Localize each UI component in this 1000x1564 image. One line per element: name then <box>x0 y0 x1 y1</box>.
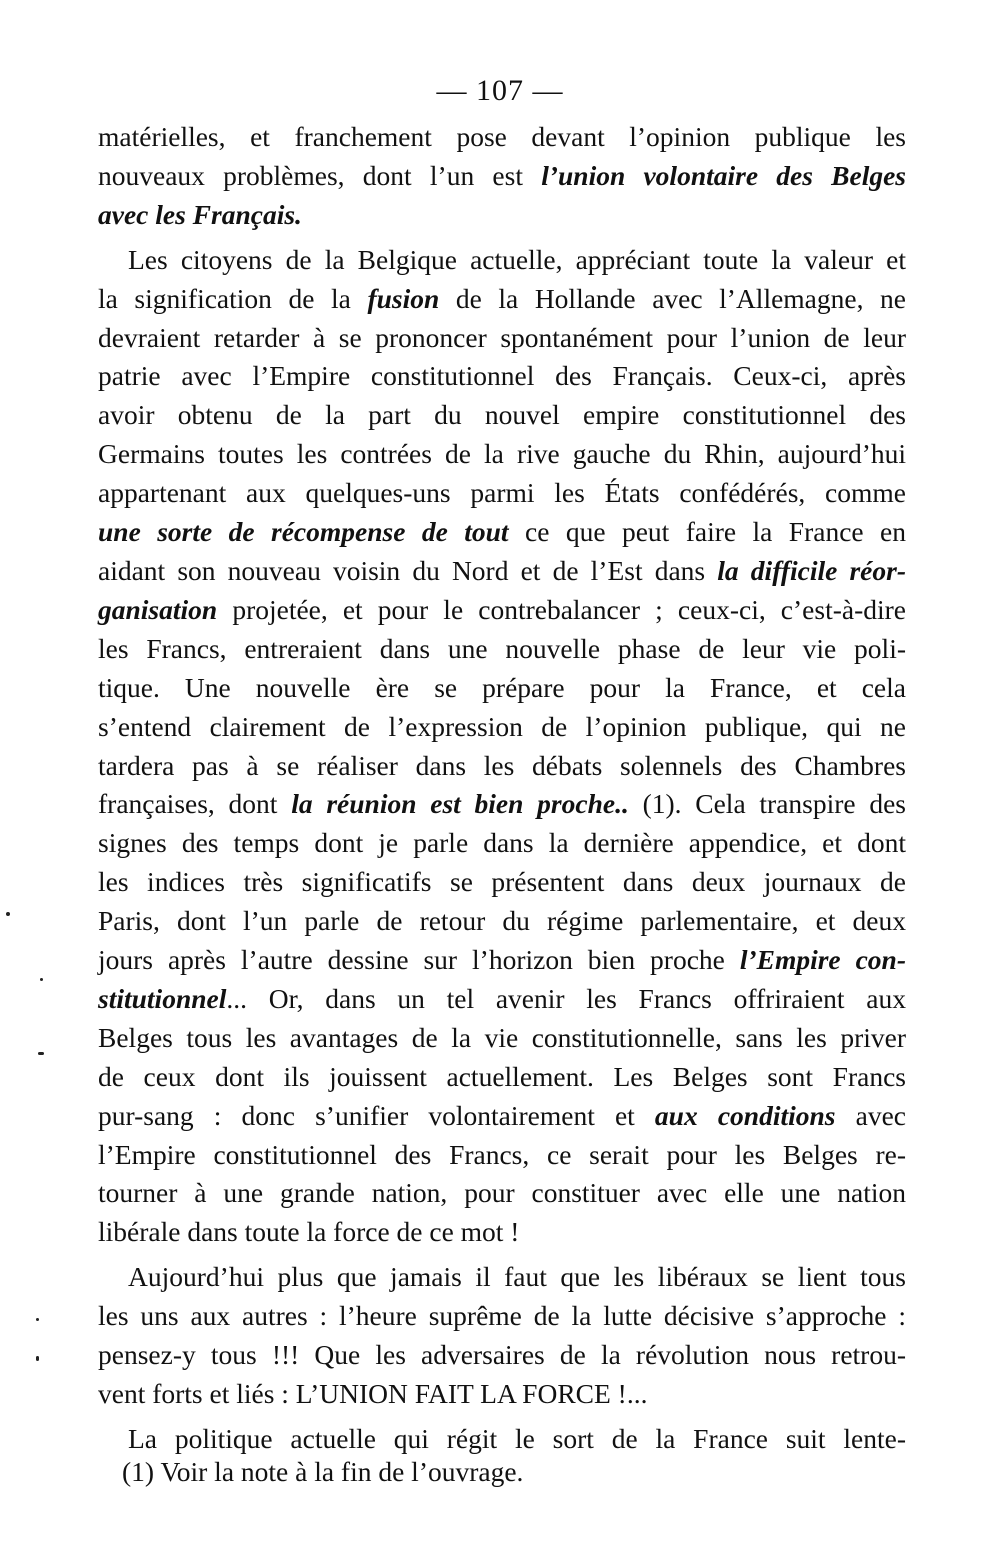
text-line: patrie avec l’Empire constitutionnel des Français. Ceux-ci, après <box>98 360 906 392</box>
paragraph <box>98 1420 906 1459</box>
italic-phrase: l’union volontaire des Belges <box>541 159 907 191</box>
text-line: tique. Une nouvelle ère se prépare pour la France, et cela <box>98 671 906 703</box>
ink-speck <box>6 912 10 916</box>
text-line: nouveaux problèmes, dont l’un est l’union volontaire des Belges <box>98 159 907 191</box>
text-line: de ceux dont ils jouissent actuellement. Les Belges sont Francs <box>98 1060 906 1092</box>
ink-speck <box>38 1052 44 1055</box>
text-line: matérielles, et franchement pose devant l’opinion publique les <box>98 121 906 152</box>
text-line: les Francs, entreraient dans une nouvelle phase de leur vie poli- <box>98 632 906 664</box>
text-line: Germains toutes les contrées de la rive gauche du Rhin, aujourd’hui <box>98 438 906 470</box>
italic-phrase: la difficile réor- <box>717 554 906 586</box>
italic-phrase: ganisation <box>98 593 218 625</box>
paragraph <box>98 241 906 1253</box>
text-line: libérale dans toute la force de ce mot ! <box>98 1216 520 1248</box>
text-line: signes des temps dont je parle dans la dernière appendice, et dont <box>98 827 906 859</box>
ink-speck <box>36 1356 39 1361</box>
italic-phrase: avec les Français. <box>98 198 302 230</box>
text-line: l’Empire constitutionnel des Francs, ce serait pour les Belges re- <box>98 1138 906 1170</box>
text-line: vent forts et liés : L’UNION FAIT LA FORCE !... <box>98 1378 648 1409</box>
text-line: devraient retarder à se prononcer spontanément pour l’union de leur <box>98 321 906 353</box>
text-line: tourner à une grande nation, pour constituer avec elle une nation <box>98 1177 906 1209</box>
text-line: les indices très significatifs se présentent dans deux journaux de <box>98 866 906 898</box>
text-line: aidant son nouveau voisin du Nord et de l’Est dans la difficile réor- <box>98 554 906 586</box>
italic-phrase: aux conditions <box>654 1099 836 1131</box>
text-line: tardera pas à se réaliser dans les débats solennels des Chambres <box>98 749 906 781</box>
paragraph <box>98 118 906 235</box>
text-line: la signification de la fusion de la Hollande avec l’Allemagne, ne <box>98 282 906 314</box>
italic-phrase: une sorte de récompense de tout <box>98 516 509 548</box>
paragraph <box>98 1258 906 1414</box>
text-line: jours après l’autre dessine sur l’horizon bien proche l’Empire con- <box>98 944 906 976</box>
text-line: Paris, dont l’un parle de retour du régime parlementaire, et deux <box>98 905 906 937</box>
text-line: Les citoyens de la Belgique actuelle, appréciant toute la valeur et <box>128 243 906 275</box>
italic-phrase: stitutionnel <box>98 982 227 1014</box>
page-number: — 107 — <box>436 74 564 107</box>
text-line: une sorte de récompense de tout ce que peut faire la France en <box>98 516 907 548</box>
text-line: les uns aux autres : l’heure suprême de la lutte décisive s’approche : <box>98 1300 906 1332</box>
footnote: (1) Voir la note à la fin de l’ouvrage. <box>122 1456 524 1487</box>
ink-speck <box>36 1318 39 1321</box>
text-line: françaises, dont la réunion est bien proche.. (1). Cela transpire des <box>98 788 906 820</box>
italic-phrase: l’Empire con- <box>739 944 906 976</box>
italic-phrase: fusion <box>367 282 440 314</box>
body-text <box>98 118 906 1459</box>
text-line: stitutionnel... Or, dans un tel avenir les Francs offriraient aux <box>98 982 906 1014</box>
text-line <box>98 196 906 235</box>
text-line: La politique actuelle qui régit le sort de la France suit lente- <box>128 1422 906 1454</box>
ink-speck <box>40 978 43 981</box>
text-line: ganisation projetée, et pour le contrebalancer ; ceux-ci, c’est-à-dire <box>98 593 906 625</box>
text-line: avoir obtenu de la part du nouvel empire constitutionnel des <box>98 399 906 431</box>
text-line: Belges tous les avantages de la vie constitutionnelle, sans les priver <box>98 1021 906 1053</box>
text-line: pensez-y tous !!! Que les adversaires de la révolution nous retrou- <box>98 1339 906 1371</box>
italic-phrase: la réunion est bien proche.. <box>291 788 629 820</box>
text-line: appartenant aux quelques-uns parmi les États confédérés, comme <box>98 477 906 509</box>
text-line: Aujourd’hui plus que jamais il faut que les libéraux se lient tous <box>128 1261 906 1293</box>
text-line: s’entend clairement de l’expression de l’opinion publique, qui ne <box>98 710 906 742</box>
text-line: pur-sang : donc s’unifier volontairement et aux conditions avec <box>98 1099 906 1131</box>
